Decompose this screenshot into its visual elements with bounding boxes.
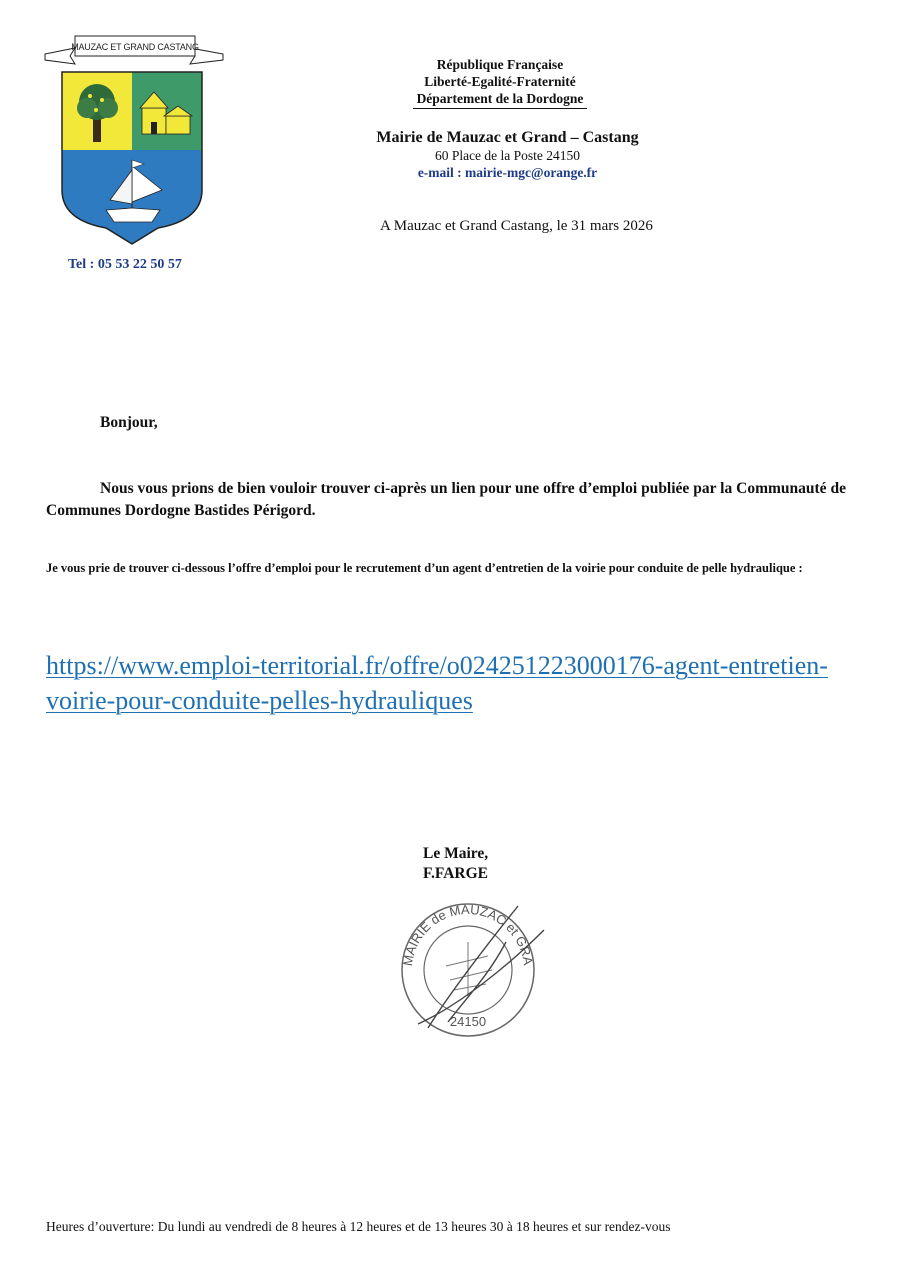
paragraph-1: Nous vous prions de bien vouloir trouver ci-après un lien pour une offre d’emploi publiée par la Communauté de Communes Dordogne Bastides Périgord. xyxy=(46,480,846,519)
opening-hours-footer: Heures d’ouverture: Du lundi au vendredi de 8 heures à 12 heures et de 13 heures 30 à 18 heures et sur rendez-vous xyxy=(46,1219,671,1234)
stamp-postcode: 24150 xyxy=(449,1014,487,1029)
stamp-graphic xyxy=(388,896,548,1044)
motto-line: Liberté-Egalité-Fraternité xyxy=(424,74,576,89)
official-stamp xyxy=(388,896,548,1044)
signature-name: F.FARGE xyxy=(423,865,489,882)
coat-of-arms xyxy=(40,30,230,255)
paragraph-2: Je vous prie de trouver ci-dessous l’offre d’emploi pour le recrutement d’un agent d’entretien de la voirie pour conduite de pelle hydraulique : xyxy=(46,561,803,575)
svg-text:MAIRIE de MAUZAC et GRAND CAST xyxy=(388,896,536,967)
greeting: Bonjour, xyxy=(100,414,158,431)
republic-header xyxy=(350,56,650,109)
stamp-text: MAIRIE de MAUZAC et GRA xyxy=(399,901,536,967)
banner-text: MAUZAC ET GRAND CASTANG xyxy=(71,42,199,52)
mairie-block xyxy=(340,128,675,181)
phone-number: Tel : 05 53 22 50 57 xyxy=(68,257,182,272)
republic-line: République Française xyxy=(436,57,564,72)
job-offer-link[interactable]: https://www.emploi-territorial.fr/offre/o024251223000176-agent-entretien-voirie-pour-conduite-pelles-hydrauliques xyxy=(46,651,828,715)
signature-block xyxy=(423,844,488,884)
signature-title: Le Maire, xyxy=(423,845,489,862)
mairie-address: 60 Place de la Poste 24150 xyxy=(434,148,581,163)
date-line: A Mauzac et Grand Castang, le 31 mars 2026 xyxy=(380,218,653,234)
coat-of-arms-graphic xyxy=(40,30,230,255)
mairie-email[interactable]: e-mail : mairie-mgc@orange.fr xyxy=(417,165,598,180)
department-line: Département de la Dordogne xyxy=(413,90,588,109)
mairie-name: Mairie de Mauzac et Grand – Castang xyxy=(376,129,639,146)
